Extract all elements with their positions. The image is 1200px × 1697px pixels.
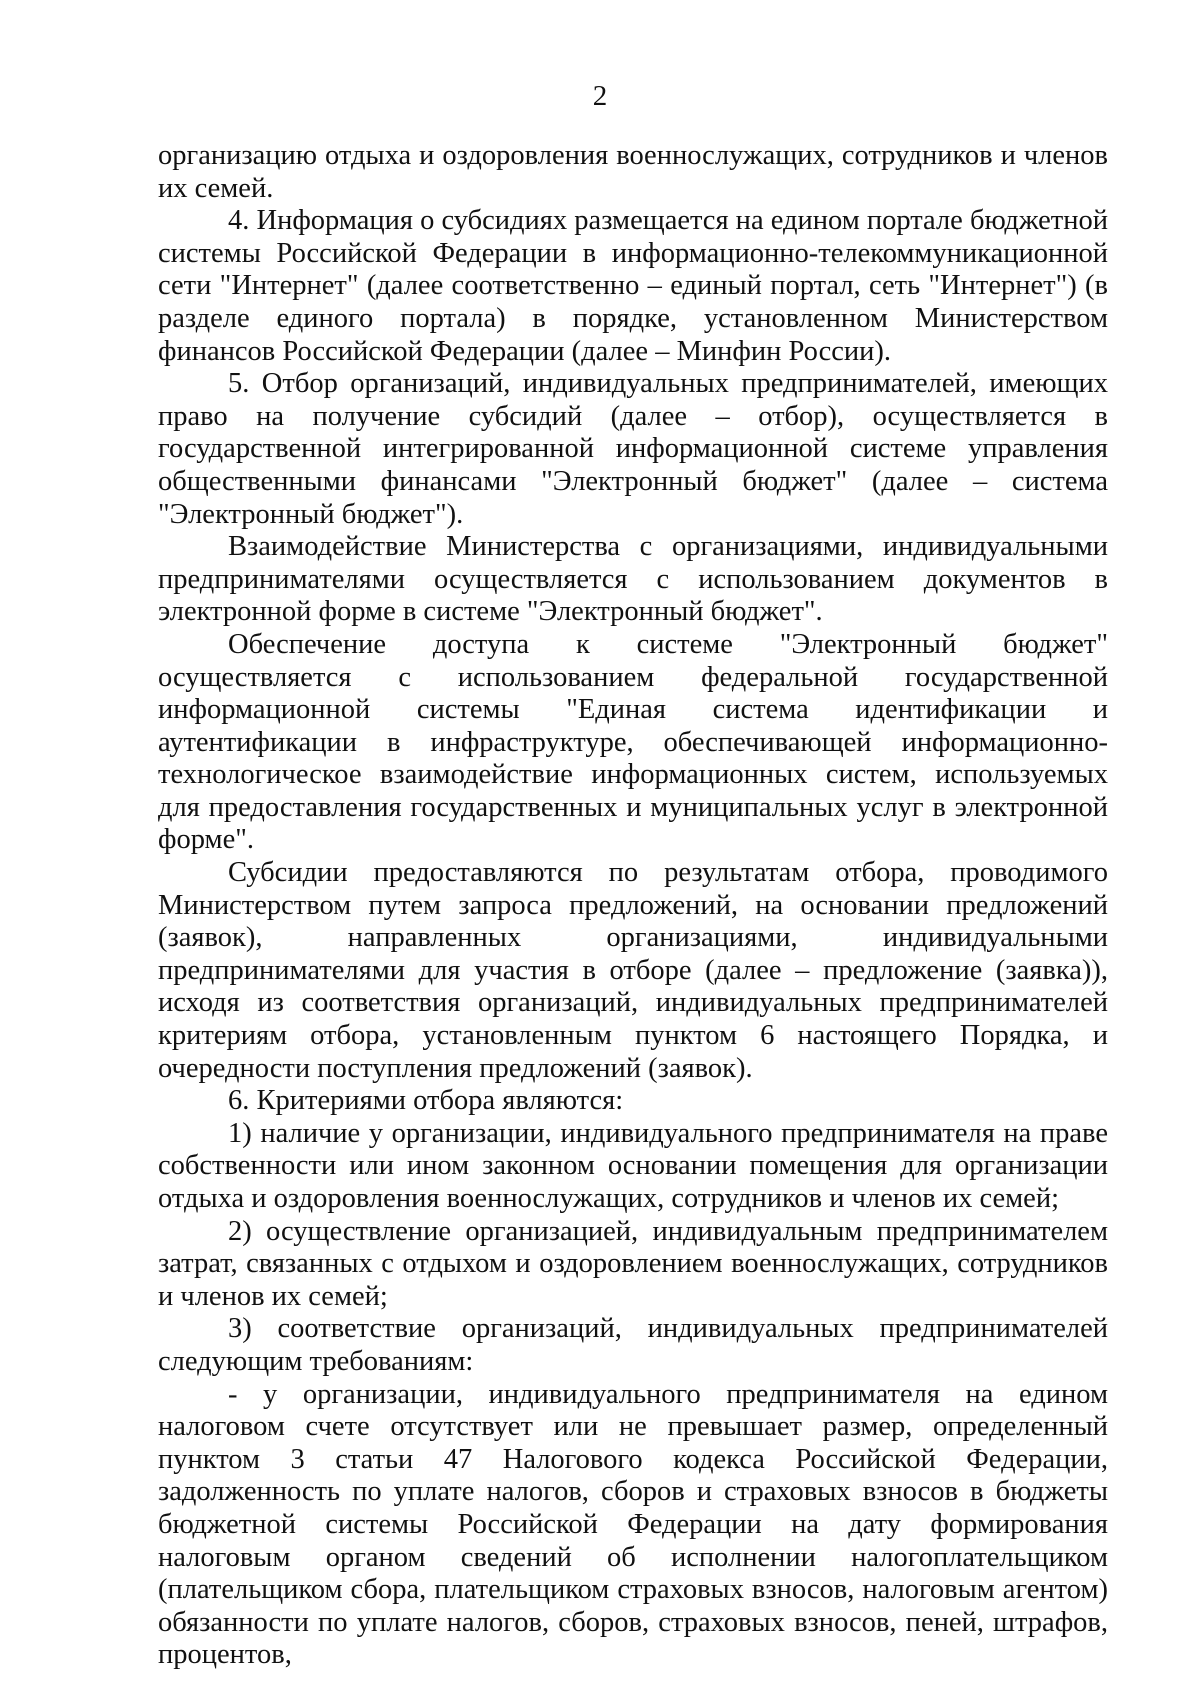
paragraph: 6. Критериями отбора являются: xyxy=(228,1085,624,1117)
document-body xyxy=(158,140,1108,1672)
paragraph: 3) соответствие организаций, индивидуальных предпринимателей следующим требованиям: xyxy=(158,1313,1108,1377)
page-number: 2 xyxy=(592,80,608,112)
paragraph: Субсидии предоставляются по результатам отбора, проводимого Министерством путем запроса предложений, на основании предложений (заявок), направленных организациями, индивидуальными предпринимателями для участия в отборе (далее – предложение (заявка)), исходя из соответствия организаций, индивидуальных предпринимателей критериям отбора, установленным пунктом 6 настоящего Порядка, и очередности поступления предложений (заявок). xyxy=(158,857,1108,1084)
paragraph: Взаимодействие Министерства с организациями, индивидуальными предпринимателями осуществляется с использованием документов в электронной форме в системе "Электронный бюджет". xyxy=(158,531,1108,628)
paragraph: организацию отдыха и оздоровления военнослужащих, сотрудников и членов их семей. xyxy=(158,140,1108,204)
paragraph: Обеспечение доступа к системе "Электронный бюджет" осуществляется с использованием федеральной государственной информационной системы "Единая система идентификации и аутентификации в инфраструктуре, обеспечивающей информационно-технологическое взаимодействие информационных систем, используемых для предоставления государственных и муниципальных услуг в электронной форме". xyxy=(158,628,1108,856)
paragraph: - у организации, индивидуального предпринимателя на едином налоговом счете отсутствует или не превышает размер, определенный пунктом 3 статьи 47 Налогового кодекса Российской Федерации, задолженность по уплате налогов, сборов и страховых взносов в бюджеты бюджетной системы Российской Федерации на дату формирования налоговым органом сведений об исполнении налогоплательщиком (плательщиком сбора, плательщиком страховых взносов, налоговым агентом) обязанности по уплате налогов, сборов, страховых взносов, пеней, штрафов, процентов, xyxy=(158,1378,1108,1671)
paragraph: 4. Информация о субсидиях размещается на едином портале бюджетной системы Российской Федерации в информационно-телекоммуникационной сети "Интернет" (далее соответственно – единый портал, сеть "Интернет") (в разделе единого портала) в порядке, установленном Министерством финансов Российской Федерации (далее – Минфин России). xyxy=(158,205,1108,367)
paragraph: 1) наличие у организации, индивидуального предпринимателя на праве собственности или ином законном основании помещения для организации отдыха и оздоровления военнослужащих, сотрудников и членов их семей; xyxy=(158,1117,1108,1214)
paragraph: 2) осуществление организацией, индивидуальным предпринимателем затрат, связанных с отдыхом и оздоровлением военнослужащих, сотрудников и членов их семей; xyxy=(158,1215,1108,1312)
paragraph: 5. Отбор организаций, индивидуальных предпринимателей, имеющих право на получение субсидий (далее – отбор), осуществляется в государственной интегрированной информационной системе управления общественными финансами "Электронный бюджет" (далее – система "Электронный бюджет"). xyxy=(158,368,1108,530)
